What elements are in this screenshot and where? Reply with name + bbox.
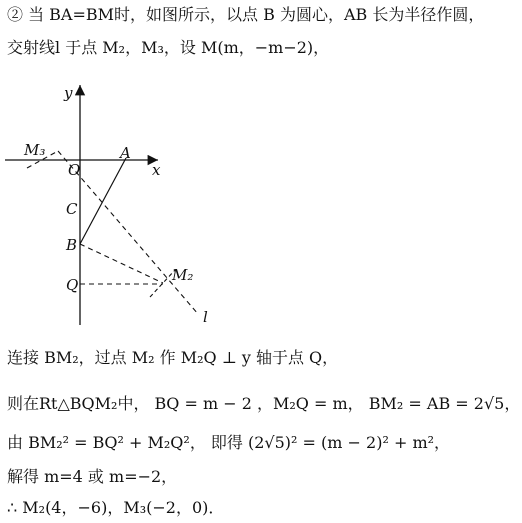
- text-line-6: 解得 m=4 或 m=−2，: [7, 467, 178, 486]
- label-m2: M₂: [172, 266, 194, 284]
- text-line-7: ∴ M₂(4，−6)，M₃(−2，0)．: [7, 498, 225, 517]
- label-o: O: [68, 161, 81, 179]
- label-x: x: [152, 161, 161, 179]
- label-a: A: [120, 144, 131, 162]
- segment-bm2: [80, 244, 163, 283]
- label-m3: M₃: [24, 141, 46, 159]
- geometry-figure: [0, 80, 230, 325]
- text-line-4: 则在Rt△BQM₂中， BQ = m − 2 ，M₂Q = m， BM₂ = AB = 2√5，: [7, 394, 521, 413]
- label-q: Q: [66, 276, 79, 294]
- text-line-5: 由 BM₂² = BQ² + M₂Q²， 即得 (2√5)² = (m − 2)² + m²，: [7, 433, 451, 452]
- text-line-2: 交射线l 于点 M₂，M₃，设 M(m，−m−2)，: [7, 38, 330, 57]
- label-l: l: [203, 308, 208, 325]
- label-y: y: [64, 84, 73, 102]
- label-c: C: [66, 200, 78, 218]
- label-b: B: [66, 236, 78, 254]
- segment-ab: [80, 158, 126, 244]
- text-line-1: ② 当 BA=BM时，如图所示，以点 B 为圆心，AB 长为半径作圆，: [7, 5, 485, 24]
- text-line-3: 连接 BM₂，过点 M₂ 作 M₂Q ⊥ y 轴于点 Q，: [7, 348, 339, 367]
